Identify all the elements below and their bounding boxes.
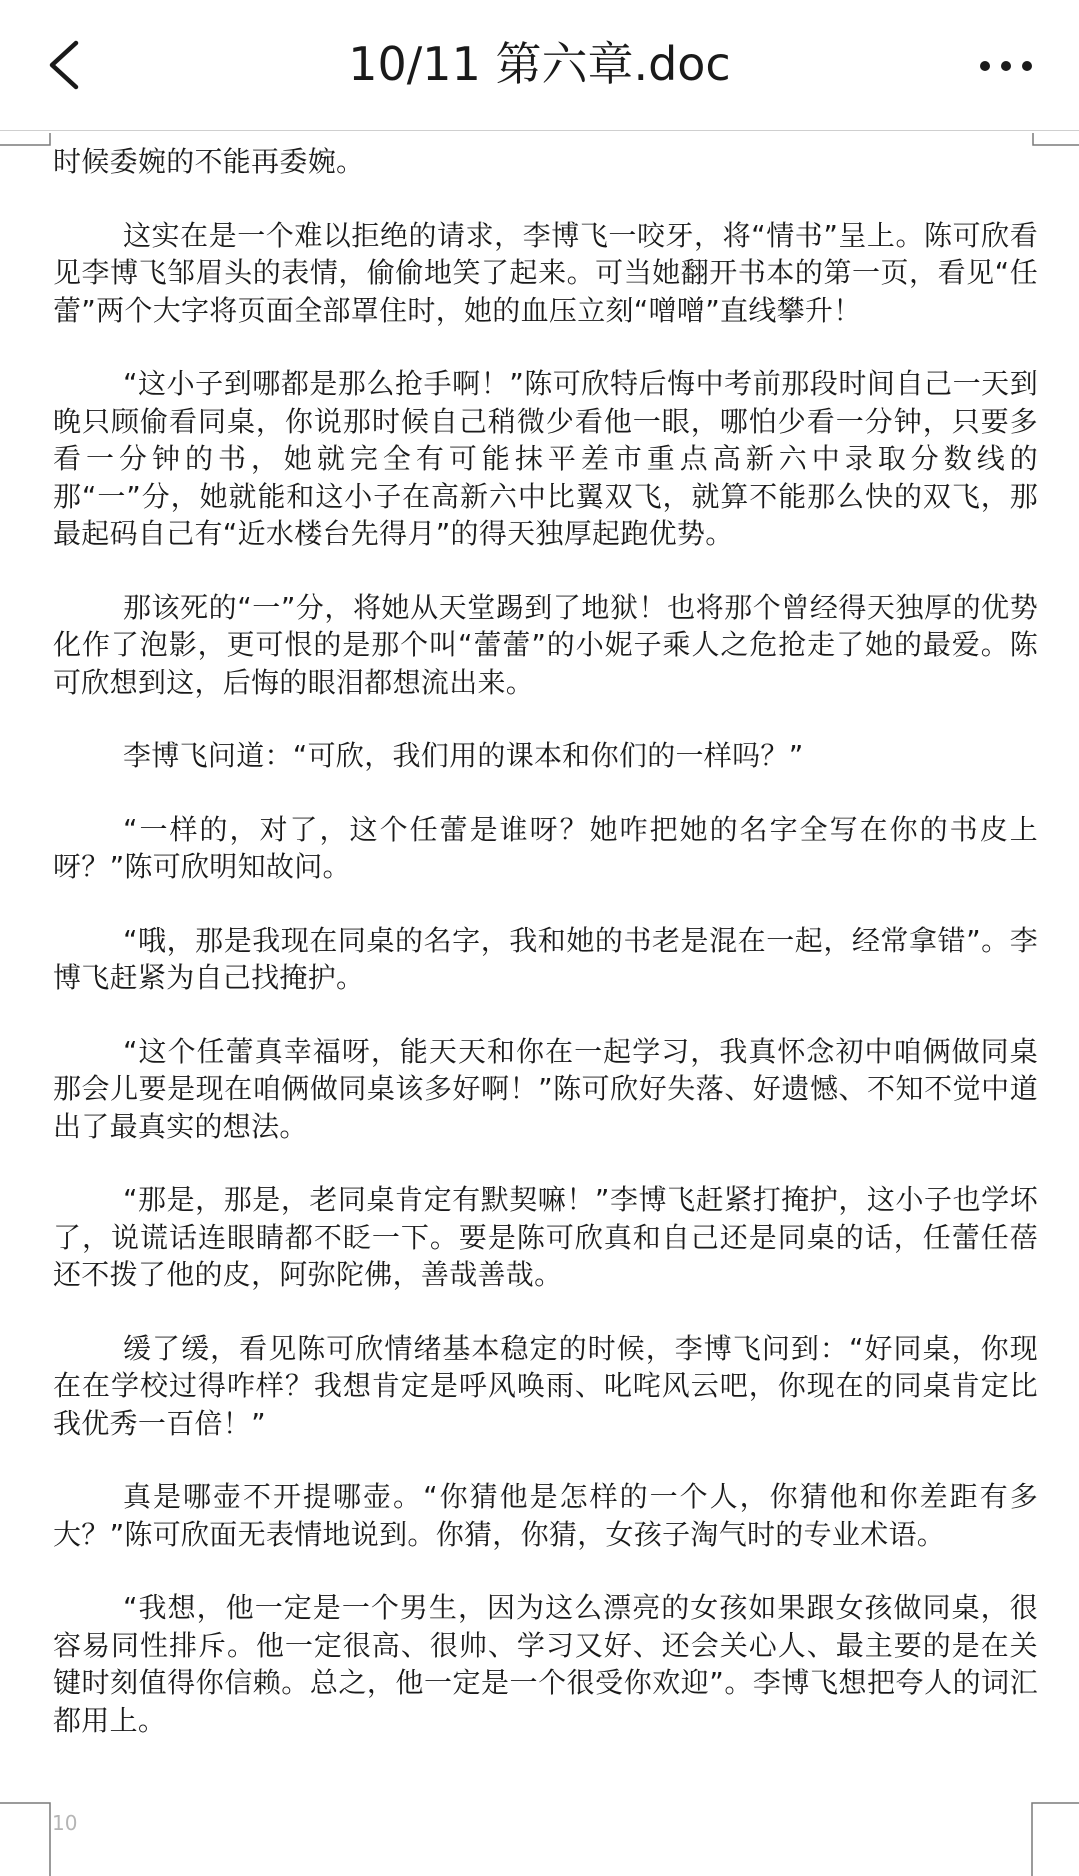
paragraph: “这个任蕾真幸福呀，能天天和你在一起学习，我真怀念初中咱俩做同桌那会儿要是现在咱俩做同桌该多好啊！”陈可欣好失落、好遗憾、不知不觉中道出了最真实的想法。 [53, 1034, 1038, 1143]
paragraph: 缓了缓，看见陈可欣情绪基本稳定的时候，李博飞问到：“好同桌，你现在在学校过得咋样？我想肯定是呼风唤雨、叱咤风云吧，你现在的同桌肯定比我优秀一百倍！” [53, 1331, 1038, 1440]
paragraph: “哦，那是我现在同桌的名字，我和她的书老是混在一起，经常拿错”。李博飞赶紧为自己找掩护。 [53, 923, 1038, 994]
paragraph: 李博飞问道：“可欣，我们用的课本和你们的一样吗？” [123, 739, 804, 772]
chevron-left-icon [40, 35, 100, 95]
top-navigation-bar [0, 0, 1079, 131]
paragraph: “这小子到哪都是那么抢手啊！”陈可欣特后悔中考前那段时间自己一天到晚只顾偷看同桌，你说那时候自己稍微少看他一眼，哪怕少看一分钟，只要多看一分钟的书，她就完全有可能抹平差市重点高新六中录取分数线的那“一”分，她就能和这小子在高新六中比翼双飞，就算不能那么快的双飞，那最起码自己有“近水楼台先得月”的得天独厚起跑优势。 [53, 367, 1038, 550]
document-body [53, 143, 1038, 1775]
paragraph: 那该死的“一”分，将她从天堂踢到了地狱！也将那个曾经得天独厚的优势化作了泡影，更可恨的是那个叫“蕾蕾”的小妮子乘人之危抢走了她的最爱。陈可欣想到这，后悔的眼泪都想流出来。 [53, 590, 1038, 699]
back-button[interactable] [40, 35, 100, 95]
more-horizontal-icon [975, 48, 1045, 84]
page-number: 10 [52, 1811, 78, 1835]
paragraph: 这实在是一个难以拒绝的请求，李博飞一咬牙，将“情书”呈上。陈可欣看见李博飞邹眉头的表情，偷偷地笑了起来。可当她翻开书本的第一页，看见“任蕾”两个大字将页面全部罩住时，她的血压立刻“噌噌”直线攀升！ [53, 218, 1038, 327]
page-corner-marker-bottom-left [0, 1793, 60, 1876]
paragraph: 时候委婉的不能再委婉。 [53, 145, 365, 178]
paragraph: 真是哪壶不开提哪壶。“你猜他是怎样的一个人，你猜他和你差距有多大？”陈可欣面无表情地说到。你猜，你猜，女孩子淘气时的专业术语。 [53, 1480, 1038, 1551]
page-corner-marker-top-left [0, 133, 60, 153]
paragraph: “那是，那是，老同桌肯定有默契嘛！”李博飞赶紧打掩护，这小子也学坏了，说谎话连眼睛都不眨一下。要是陈可欣真和自己还是同桌的话，任蕾任蓓还不拨了他的皮，阿弥陀佛，善哉善哉。 [53, 1183, 1038, 1291]
paragraph: “一样的，对了，这个任蕾是谁呀？她咋把她的名字全写在你的书皮上呀？”陈可欣明知故问。 [53, 812, 1038, 883]
more-options-button[interactable] [975, 48, 1045, 84]
document-title: 10/11 第六章.doc [348, 37, 731, 91]
page-corner-marker-bottom-right [1028, 1793, 1079, 1876]
paragraph: “我想，他一定是一个男生，因为这么漂亮的女孩如果跟女孩做同桌，很容易同性排斥。他一定很高、很帅、学习又好、还会关心人、最主要的是在关键时刻值得你信赖。总之，他一定是一个很受你欢迎”。李博飞想把夸人的词汇都用上。 [53, 1591, 1038, 1737]
